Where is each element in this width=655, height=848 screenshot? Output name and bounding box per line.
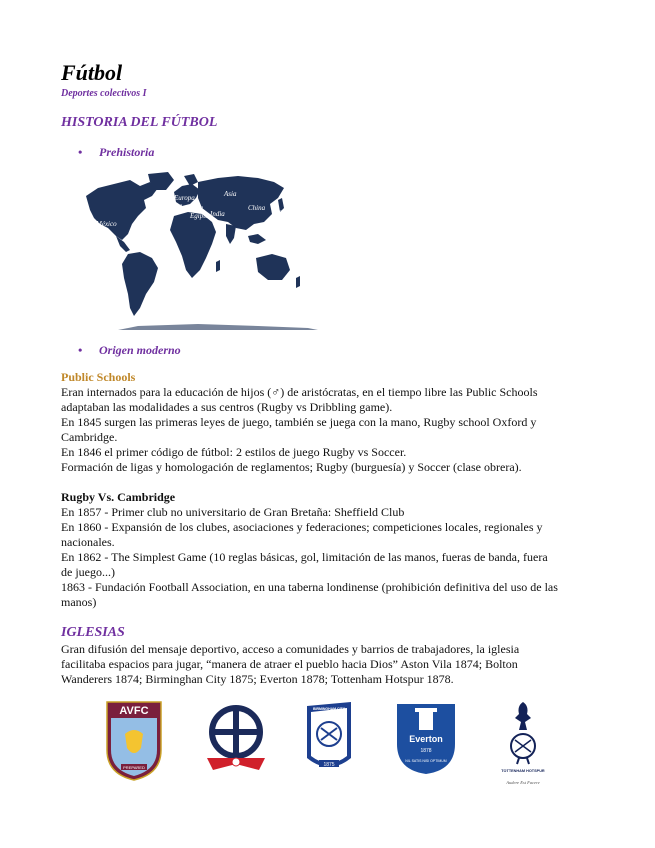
paragraph-line: En 1862 - The Simplest Game (10 reglas básicas, gol, limitación de las manos, fueras de banda, fuera (61, 550, 548, 564)
spurs-text: TOTTENHAM HOTSPUR (501, 769, 545, 773)
map-label-asia: Asia (224, 190, 237, 198)
birmingham-text: BIRMINGHAM CITY (312, 707, 346, 711)
document-subtitle: Deportes colectivos I (61, 88, 147, 99)
villa-motto: PREPARED (123, 765, 145, 770)
birmingham-year: 1875 (323, 762, 335, 768)
document-page (61, 58, 601, 687)
map-label-roma: Roma (166, 202, 183, 210)
paragraph-line: Formación de ligas y homologación de reglamentos; Rugby (burguesía) y Soccer (clase obrera). (61, 460, 522, 474)
bullet-label: Prehistoria (99, 145, 155, 159)
bullet-symbol: • (78, 145, 83, 159)
bullet-origen-moderno (61, 342, 601, 358)
bullet-prehistoria (61, 144, 601, 160)
public-schools-section (61, 370, 601, 475)
paragraph-line: En 1845 surgen las primeras leyes de juego, también se juega con la mano, Rugby school Oxford y (61, 415, 537, 429)
aston-villa-crest (105, 700, 163, 782)
map-label-grecia: Grecia (184, 204, 204, 212)
bullet-symbol: • (78, 343, 83, 357)
paragraph-line: 1863 - Fundación Football Association, en una taberna londinense (prohibición definitiva del uso de las (61, 580, 558, 594)
paragraph-line: adaptaban las modalidades a sus centros (Rugby vs Dribbling game). (61, 400, 393, 414)
villa-text: AVFC (119, 705, 149, 717)
map-label-europa: Europa (174, 194, 195, 202)
paragraph-line: de juego...) (61, 565, 115, 579)
tottenham-crest (491, 700, 555, 790)
birmingham-crest (305, 700, 353, 776)
paragraph-line: facilitaba espacios para jugar, “manera de atraer el pueblo hacia Dios” Aston Vila 1874; Bolton (61, 657, 518, 671)
paragraph-line: Cambridge. (61, 430, 118, 444)
document-title: Fútbol (61, 60, 123, 85)
everton-year: 1878 (420, 748, 432, 754)
iglesias-heading: IGLESIAS (61, 625, 125, 640)
everton-text: Everton (409, 734, 443, 744)
paragraph-line: Eran internados para la educación de hijos (♂) de aristócratas, en el tiempo libre las Public Schools (61, 385, 538, 399)
section-heading-historia: HISTORIA DEL FÚTBOL (61, 115, 218, 130)
paragraph-line: Gran difusión del mensaje deportivo, acceso a comunidades y barrios de trabajadores, la iglesia (61, 642, 520, 656)
world-map-svg (78, 170, 318, 330)
paragraph-line: En 1860 - Expansión de los clubes, asociaciones y federaciones; competiciones locales, regionales y (61, 520, 543, 534)
bolton-crest (205, 700, 267, 774)
spurs-motto: Audere Est Facere (506, 780, 540, 785)
map-label-japon: Japón (272, 208, 290, 216)
iglesias-section (61, 624, 601, 687)
paragraph-line: Wanderers 1874; Birminghan City 1875; Everton 1878; Tottenham Hotspur 1878. (61, 672, 454, 686)
public-schools-heading: Public Schools (61, 370, 136, 384)
map-label-china: China (248, 204, 266, 212)
world-map-image (78, 170, 318, 330)
bullet-label: Origen moderno (99, 343, 181, 357)
club-crests-row (105, 700, 565, 792)
rugby-cambridge-section (61, 490, 601, 610)
rugby-cambridge-heading: Rugby Vs. Cambridge (61, 490, 176, 504)
paragraph-line: nacionales. (61, 535, 115, 549)
map-label-mexico: México (96, 220, 117, 228)
everton-motto: NIL SATIS NISI OPTIMUM (405, 759, 447, 763)
paragraph-line: En 1846 el primer código de fútbol: 2 estilos de juego Rugby vs Soccer. (61, 445, 407, 459)
paragraph-line: manos) (61, 595, 97, 609)
everton-crest (393, 700, 459, 776)
paragraph-line: En 1857 - Primer club no universitario de Gran Bretaña: Sheffield Club (61, 505, 405, 519)
map-label-egipto: Egipto (190, 212, 209, 220)
bolton-text: BWFC (234, 736, 238, 737)
map-label-india: India (210, 210, 225, 218)
